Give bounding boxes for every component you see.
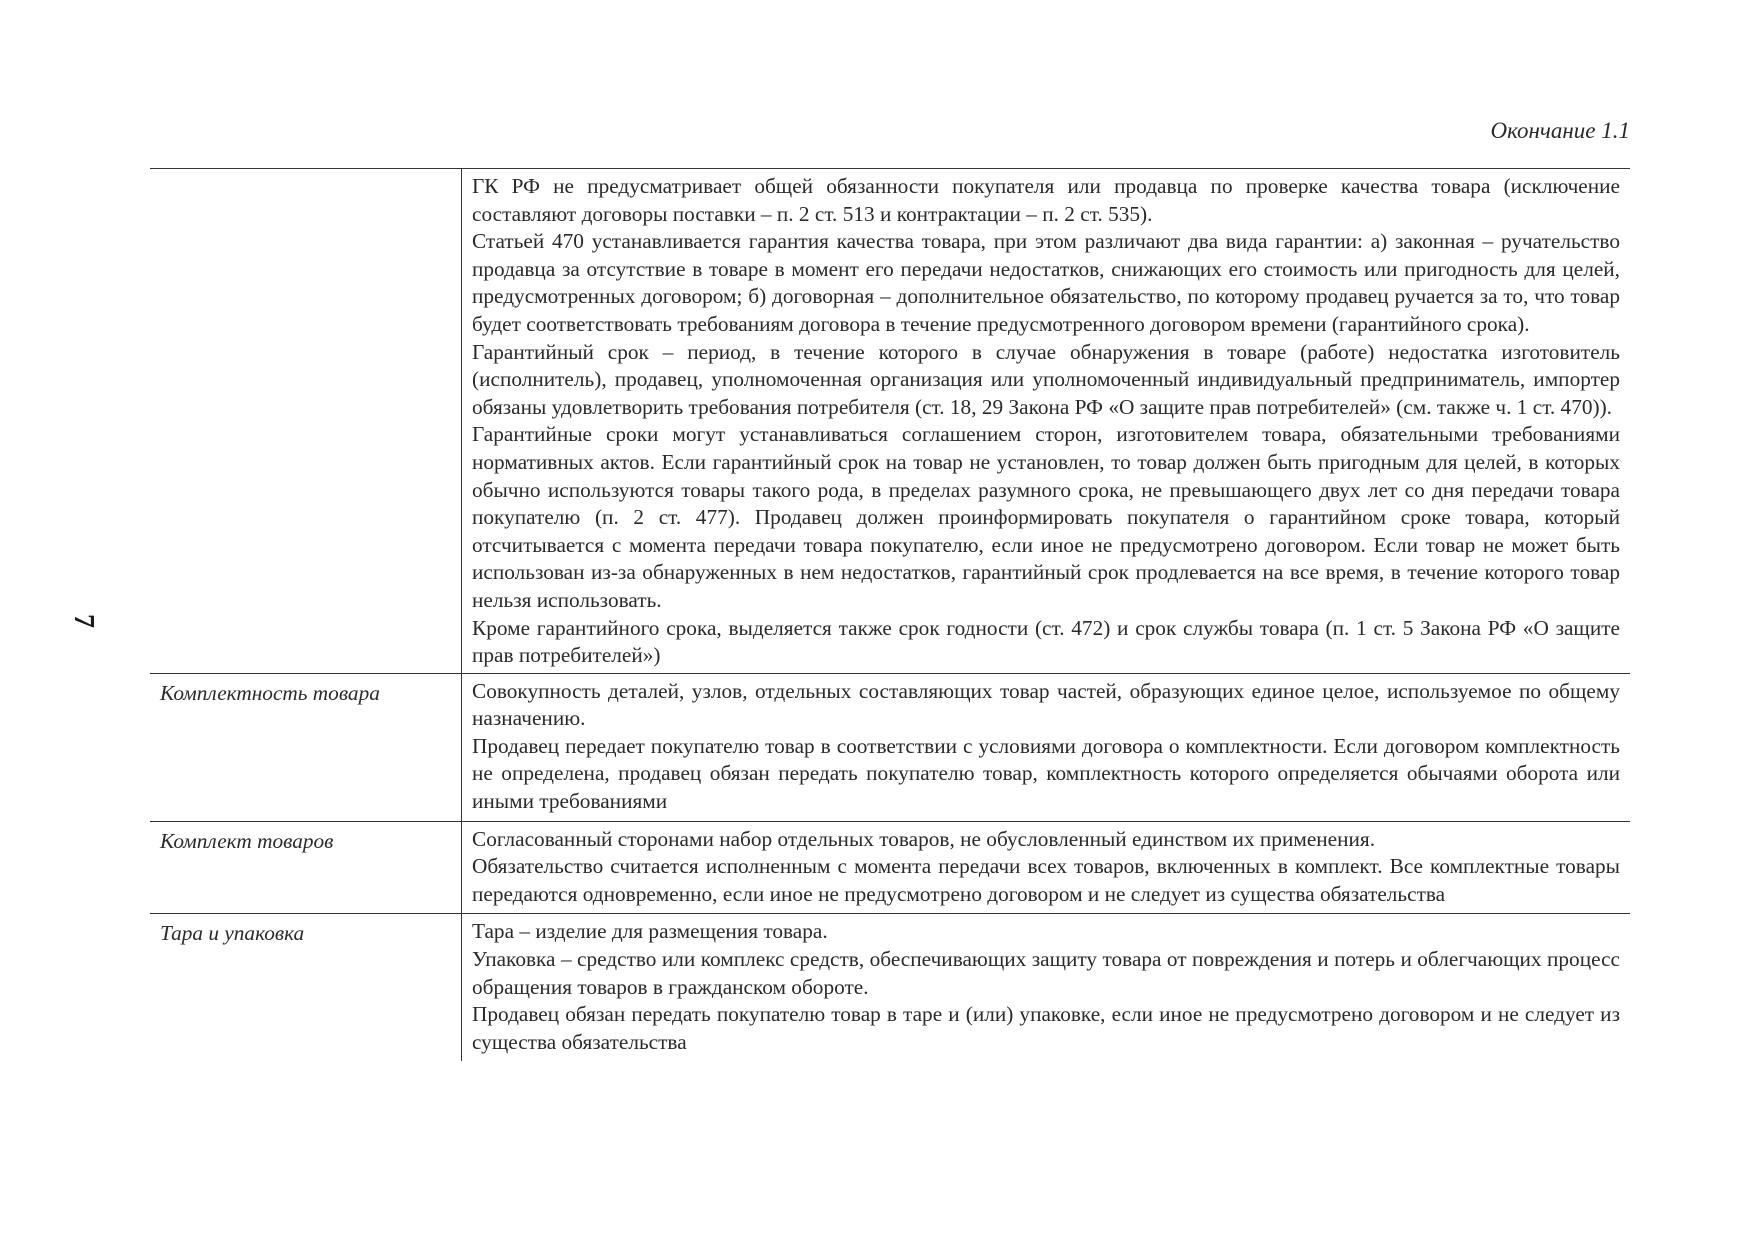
definition-paragraph: Статьей 470 устанавливается гарантия качества товара, при этом различают два вида гарантии: а) законная – ручательство продавца за отсутствие в товаре в момент его передачи недостатков, снижающих его стоимость или пригодность для целей, предусмотренных договором; б) договорная – дополнительное обязательство, по которому продавец ручается за то, что товар будет соответствовать требованиям договора в течение предусмотренного договором времени (гарантийного срока). bbox=[472, 229, 1620, 336]
definition-paragraph: Согласованный сторонами набор отдельных товаров, не обусловленный единством их применения. bbox=[472, 826, 1376, 851]
definition-paragraph: Совокупность деталей, узлов, отдельных составляющих товар частей, образующих единое целое, используемое по общему назначению. bbox=[472, 678, 1620, 731]
table-row bbox=[150, 821, 1630, 914]
table-row bbox=[150, 673, 1630, 821]
definition-paragraph: Продавец обязан передать покупателю товар в таре и (или) упаковке, если иное не предусмотрено договором и не следует из существа обязательства bbox=[472, 1002, 1620, 1054]
page-number: 7 bbox=[68, 614, 99, 628]
definitions-table bbox=[150, 168, 1630, 1061]
definition-cell bbox=[462, 821, 1631, 914]
definition-paragraph: Гарантийный срок – период, в течение которого в случае обнаружения в товаре (работе) недостатка изготовитель (исполнитель), продавец, уполномоченная организация или уполномоченный индивидуальный предприниматель, импортер обязаны удовлетворить требования потребителя (ст. 18, 29 Закона РФ «О защите прав потребителей» (см. также ч. 1 ст. 470)). bbox=[472, 339, 1620, 419]
definition-cell bbox=[462, 673, 1631, 821]
table-caption: Окончание 1.1 bbox=[1490, 118, 1630, 143]
definition-paragraph: Тара – изделие для размещения товара. bbox=[472, 919, 828, 944]
table-row bbox=[150, 169, 1630, 674]
definition-paragraph: Обязательство считается исполненным с момента передачи всех товаров, включенных в комплект. Все комплектные товары передаются одновременно, если иное не предусмотрено договором и не следует из существа обязательства bbox=[472, 854, 1620, 906]
term-cell: Комплект товаров bbox=[150, 821, 462, 914]
definition-paragraph: Продавец передает покупателю товар в соответствии с условиями договора о комплектности. Если договором комплектность не определена, продавец обязан передать покупателю товар, комплектность которого определяется обычаями оборота или иными требованиями bbox=[472, 733, 1620, 814]
table-row bbox=[150, 914, 1630, 1061]
definition-cell bbox=[462, 169, 1631, 674]
term-cell: Комплектность товара bbox=[150, 673, 462, 821]
term-cell bbox=[150, 169, 462, 674]
definition-cell bbox=[462, 914, 1631, 1061]
definition-paragraph: ГК РФ не предусматривает общей обязанности покупателя или продавца по проверке качества товара (исключение составляют договоры поставки – п. 2 ст. 513 и контрактации – п. 2 ст. 535). bbox=[472, 174, 1620, 226]
definition-paragraph: Упаковка – средство или комплекс средств, обеспечивающих защиту товара от повреждения и потерь и облегчающих процесс обращения товаров в гражданском обороте. bbox=[472, 947, 1620, 999]
definition-paragraph: Гарантийные сроки могут устанавливаться соглашением сторон, изготовителем товара, обязательными требованиями нормативных актов. Если гарантийный срок на товар не установлен, то товар должен быть пригодным для целей, в которых обычно используются товары такого рода, в пределах разумного срока, не превышающего двух лет со дня передачи товара покупателю (п. 2 ст. 477). Продавец должен проинформировать покупателя о гарантийном сроке товара, который отсчитывается с момента передачи товара покупателю, если иное не предусмотрено договором. Если товар не может быть использован из-за обнаруженных в нем недостатков, гарантийный срок продлевается на все время, в течение которого товар нельзя использовать. bbox=[472, 422, 1620, 612]
definition-paragraph: Кроме гарантийного срока, выделяется также срок годности (ст. 472) и срок службы товара (п. 1 ст. 5 Закона РФ «О защите прав потребителей») bbox=[472, 615, 1620, 668]
term-cell: Тара и упаковка bbox=[150, 914, 462, 1061]
